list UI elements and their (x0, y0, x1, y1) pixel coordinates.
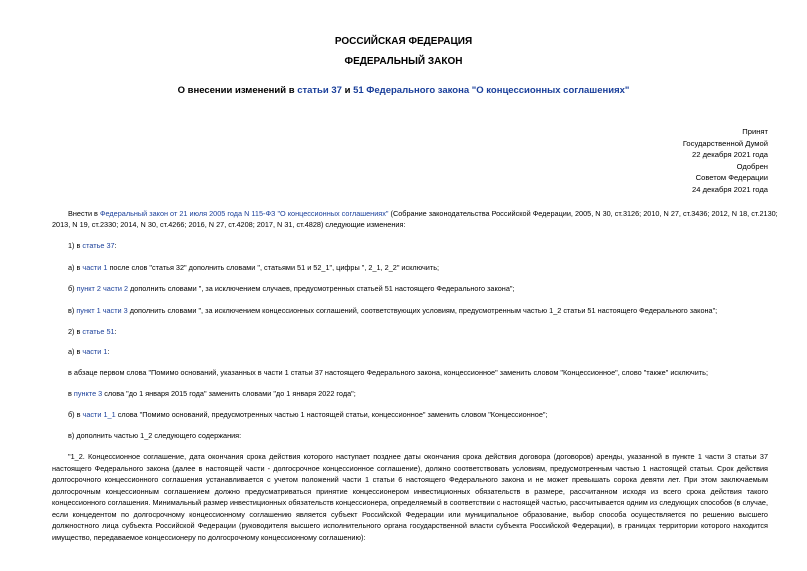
approved-date: 24 декабря 2021 года (692, 184, 768, 194)
law-type-heading: ФЕДЕРАЛЬНЫЙ ЗАКОН (344, 56, 463, 67)
title-mid: и (341, 85, 354, 96)
article-37-link[interactable]: статье 37 (82, 241, 115, 250)
approved-by: Советом Федерации (695, 173, 768, 183)
law-title (0, 85, 807, 96)
item-1a: а) в части 1 после слов "статья 32" дополнить словами ", статьями 51 и 52_1", цифры ", 2_1, 2_2" исключить; (68, 263, 440, 272)
adopted-date: 22 декабря 2021 года (692, 150, 768, 160)
country-heading: РОССИЙСКАЯ ФЕДЕРАЦИЯ (334, 36, 473, 47)
item-2b: б) в части 1_1 слова "Помимо оснований, предусмотренных частью 1 настоящей статьи, концессионное" заменить словом "Концессионное"; (68, 410, 548, 419)
item-2a-paragraph-2: в пункте 3 слова "до 1 января 2015 года" заменить словами "до 1 января 2022 года"; (68, 389, 356, 398)
intro-paragraph-line2: 2013, N 19, ст.2330; 2014, N 30, ст.4266; 2016, N 27, ст.4208; 2017, N 31, ст.4828) следующие изменения: (52, 220, 406, 229)
clause-1-part-3-link[interactable]: пункт 1 части 3 (76, 306, 128, 315)
title-link-article-51[interactable]: 51 Федерального закона "О концессионных соглашениях" (353, 85, 630, 96)
part-1-link[interactable]: части 1 (82, 263, 108, 272)
item-2: 2) в статье 51: (68, 327, 117, 336)
title-link-article-37[interactable]: статьи 37 (297, 85, 342, 96)
intro-paragraph: Внести в Федеральный закон от 21 июля 2005 года N 115-ФЗ "О концессионных соглашениях" (Собрание законодательства Российской Федерации, 2005, N 30, ст.3126; 2010, N 27, ст.3436; 2012, N 18, ст.2130; (68, 209, 778, 218)
adopted-label: Принят (742, 127, 768, 136)
item-1c: в) пункт 1 части 3 дополнить словами ", за исключением концессионных соглашений, соответствующих условиям, предусмотренным частью 1_2 статьи 51 настоящего Федерального закона"; (68, 306, 718, 315)
part-1-link-2[interactable]: части 1 (82, 347, 108, 356)
new-part-1-2-text: "1_2. Концессионное соглашение, дата окончания срока действия которого наступает позднее даты окончания срока действия договора (договоров) аренды, указанной в пункте 1 части 3 статьи 37 настоящего Федерального закона (далее в настоящей части - долгосрочное концессионное соглашение), должно соответствовать условиям, предусмотренным частью 1 настоящей статьи. Срок действия долгосрочного концессионного соглашения устанавливается с учетом положений части 1 статьи 6 настоящего Федерального закона и не может превышать сорока девяти лет. При этом заключаемым долгосрочным концессионным соглашением должно предусматриваться принятие концессионером инвестиционных обязательств в размере, рассчитанном исходя из всего срока действия такого концессионного соглашения. Минимальный размер инвестиционных обязательств концессионера, определяемый в соответствии с настоящей частью, рассчитывается одним из следующих способов (в случае, если концедентом по долгосрочному концессионному соглашению является субъект Российской Федерации или муниципальное образование, выбор способа осуществляется по решению высшего должностного лица субъекта Российской Федерации (руководителя высшего исполнительного органа государственной власти субъекта Российской Федерации), в границах территории которого находится имущество, передаваемое концессионеру по долгосрочному концессионному соглашению): (52, 452, 768, 542)
item-2c: в) дополнить частью 1_2 следующего содержания: (68, 431, 242, 440)
adopted-by: Государственной Думой (682, 138, 768, 148)
item-2a-paragraph-1: в абзаце первом слова "Помимо оснований, указанных в части 1 статьи 37 настоящего Федерального закона, концессионное" заменить словом "Концессионное", слово "также" исключить; (68, 368, 708, 377)
item-2a: а) в части 1: (68, 347, 110, 356)
part-1-1-link[interactable]: части 1_1 (82, 410, 116, 419)
approved-label: Одобрен (736, 161, 768, 171)
clause-2-part-2-link[interactable]: пункт 2 части 2 (76, 284, 129, 293)
item-1: 1) в статье 37: (68, 241, 117, 250)
law-115-fz-link[interactable]: Федеральный закон от 21 июля 2005 года N 115-ФЗ "О концессионных соглашениях" (99, 209, 389, 218)
item-1b: б) пункт 2 части 2 дополнить словами ", за исключением случаев, предусмотренных статьей 51 настоящего Федерального закона"; (68, 284, 515, 293)
clause-3-link[interactable]: пункте 3 (73, 389, 103, 398)
title-prefix: О внесении изменений в (177, 85, 298, 96)
adoption-block (683, 126, 768, 196)
article-51-link[interactable]: статье 51 (82, 327, 115, 336)
